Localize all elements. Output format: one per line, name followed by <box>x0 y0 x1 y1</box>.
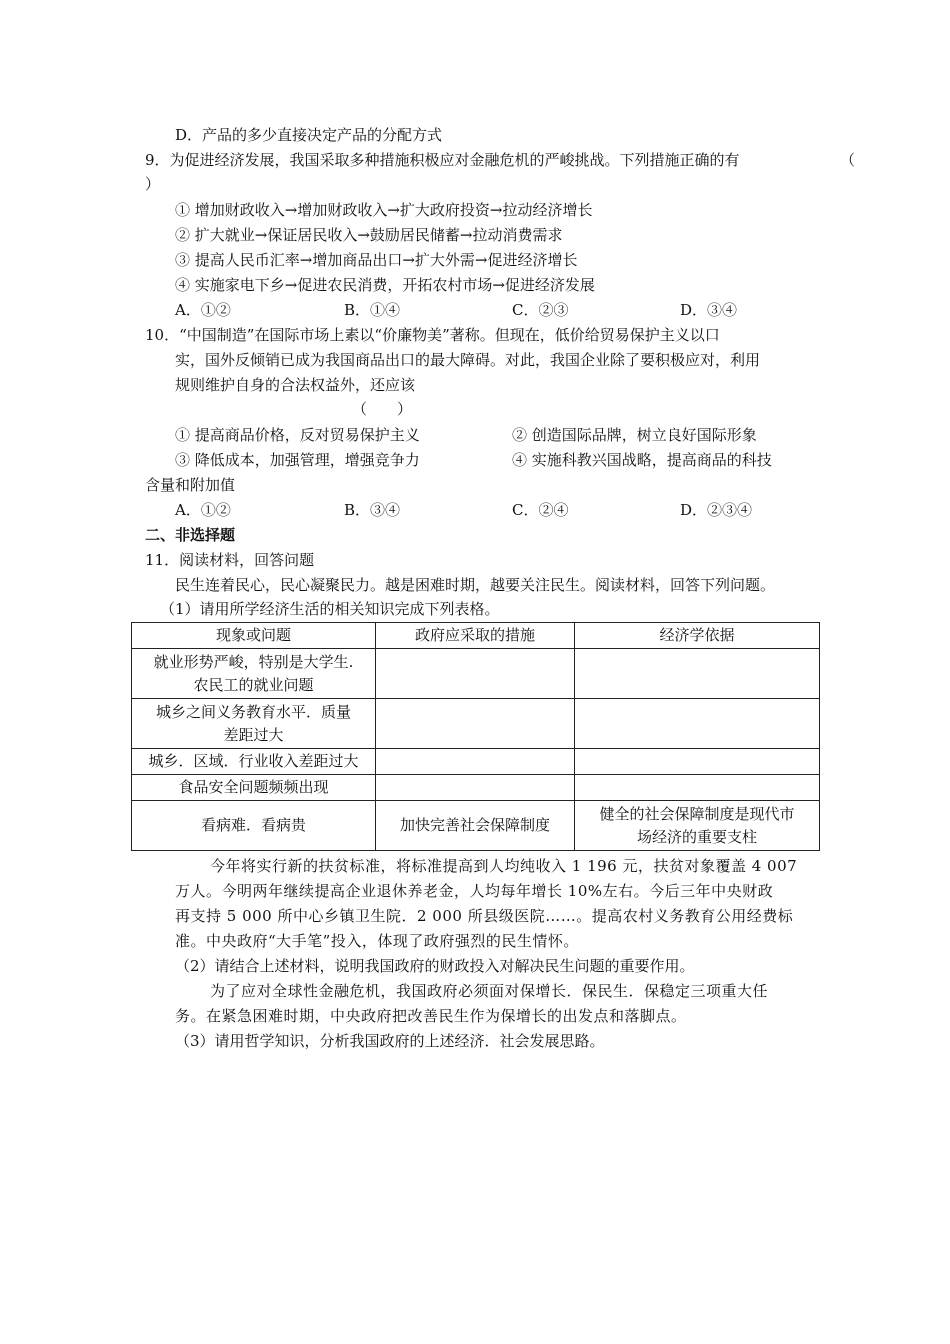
table-cell <box>376 649 575 699</box>
q9-item-3: ③ 提高人民币汇率→增加商品出口→扩大外需→促进经济增长 <box>175 251 578 269</box>
q9-paren-close: ） <box>145 175 161 193</box>
table-row <box>132 775 820 801</box>
q10-item-4-cont: 含量和附加值 <box>145 476 236 494</box>
q11-sub2: （2）请结合上述材料，说明我国政府的财政投入对解决民生问题的重要作用。 <box>175 957 695 975</box>
material1-line-4: 准。中央政府“大手笔”投入，体现了政府强烈的民生情怀。 <box>175 932 579 950</box>
table-cell <box>575 699 820 749</box>
cell-line: 差距过大 <box>223 725 284 744</box>
table-header: 政府应采取的措施 <box>376 623 575 649</box>
q10-option-b: B．③④ <box>344 501 401 519</box>
q10-stem-line-1: 10．“中国制造”在国际市场上素以“价廉物美”著称。但现在，低价给贸易保护主义以口 <box>145 326 720 344</box>
q10-item-3: ③ 降低成本，加强管理，增强竞争力 <box>175 451 420 469</box>
material2-line-1: 为了应对全球性金融危机，我国政府必须面对保增长．保民生．保稳定三项重大任 <box>210 982 769 1000</box>
table-cell: 看病难．看病贵 <box>132 801 376 851</box>
table-cell <box>132 649 376 699</box>
table-row <box>132 749 820 775</box>
table-row <box>132 801 820 851</box>
table-row <box>132 699 820 749</box>
q10-option-d: D．②③④ <box>680 501 753 519</box>
table-cell <box>376 775 575 801</box>
q8-option-d: D．产品的多少直接决定产品的分配方式 <box>175 126 443 144</box>
q9-option-c: C．②③ <box>512 301 569 319</box>
table-cell <box>376 749 575 775</box>
cell-line: 场经济的重要支柱 <box>636 827 757 846</box>
q10-item-4: ④ 实施科教兴国战略，提高商品的科技 <box>512 451 772 469</box>
table-cell <box>575 749 820 775</box>
cell-line: 就业形势严峻，特别是大学生. <box>153 652 354 671</box>
q10-item-1: ① 提高商品价格，反对贸易保护主义 <box>175 426 420 444</box>
table-cell <box>132 699 376 749</box>
q10-paren: （ ） <box>352 400 413 418</box>
q11-sub1: （1）请用所学经济生活的相关知识完成下列表格。 <box>160 600 500 618</box>
material2-line-2: 务。在紧急困难时期，中央政府把改善民生作为保增长的出发点和落脚点。 <box>175 1007 687 1025</box>
q9-option-a: A．①② <box>175 301 231 319</box>
q10-item-2: ② 创造国际品牌，树立良好国际形象 <box>512 426 757 444</box>
q10-stem-line-3: 规则维护自身的合法权益外，还应该 <box>175 376 416 394</box>
table-cell <box>575 801 820 851</box>
material1-line-2: 万人。今明两年继续提高企业退休养老金，人均每年增长 10%左右。今后三年中央财政 <box>175 882 774 900</box>
q10-option-c: C．②④ <box>512 501 569 519</box>
material1-line-3: 再支持 5 000 所中心乡镇卫生院．2 000 所县级医院……。提高农村义务教育公用经费标 <box>175 907 794 925</box>
table-cell: 城乡．区域．行业收入差距过大 <box>132 749 376 775</box>
q11-intro: 民生连着民心，民心凝聚民力。越是困难时期，越要关注民生。阅读材料，回答下列问题。 <box>175 576 776 594</box>
material1-line-1: 今年将实行新的扶贫标准，将标准提高到人均纯收入 1 196 元，扶贫对象覆盖 4 007 <box>210 857 798 875</box>
cell-line: 城乡之间义务教育水平．质量 <box>155 702 351 721</box>
section-title: 二、非选择题 <box>145 526 236 544</box>
table-header: 经济学依据 <box>575 623 820 649</box>
table-cell: 加快完善社会保障制度 <box>376 801 575 851</box>
q9-item-2: ② 扩大就业→保证居民收入→鼓励居民储蓄→拉动消费需求 <box>175 226 563 244</box>
table-cell: 食品安全问题频频出现 <box>132 775 376 801</box>
table-row <box>132 649 820 699</box>
q9-paren-open: （ <box>840 151 856 169</box>
q11-sub3: （3）请用哲学知识，分析我国政府的上述经济．社会发展思路。 <box>175 1032 605 1050</box>
cell-line: 健全的社会保障制度是现代市 <box>599 804 795 823</box>
q9-option-b: B．①④ <box>344 301 401 319</box>
table-cell <box>575 649 820 699</box>
table-cell <box>575 775 820 801</box>
table-header: 现象或问题 <box>132 623 376 649</box>
q11-stem: 11．阅读材料，回答问题 <box>145 551 315 569</box>
q10-option-a: A．①② <box>175 501 231 519</box>
q9-stem: 9．为促进经济发展，我国采取多种措施积极应对金融危机的严峻挑战。下列措施正确的有 <box>145 151 740 169</box>
table-header-row <box>132 623 820 649</box>
q9-option-d: D．③④ <box>680 301 738 319</box>
q9-item-1: ① 增加财政收入→增加财政收入→扩大政府投资→拉动经济增长 <box>175 201 593 219</box>
cell-line: 农民工的就业问题 <box>193 675 314 694</box>
table-cell <box>376 699 575 749</box>
q10-stem-line-2: 实，国外反倾销已成为我国商品出口的最大障碍。对此，我国企业除了要积极应对，利用 <box>175 351 761 369</box>
q11-table <box>131 622 820 851</box>
q9-item-4: ④ 实施家电下乡→促进农民消费，开拓农村市场→促进经济发展 <box>175 276 595 294</box>
